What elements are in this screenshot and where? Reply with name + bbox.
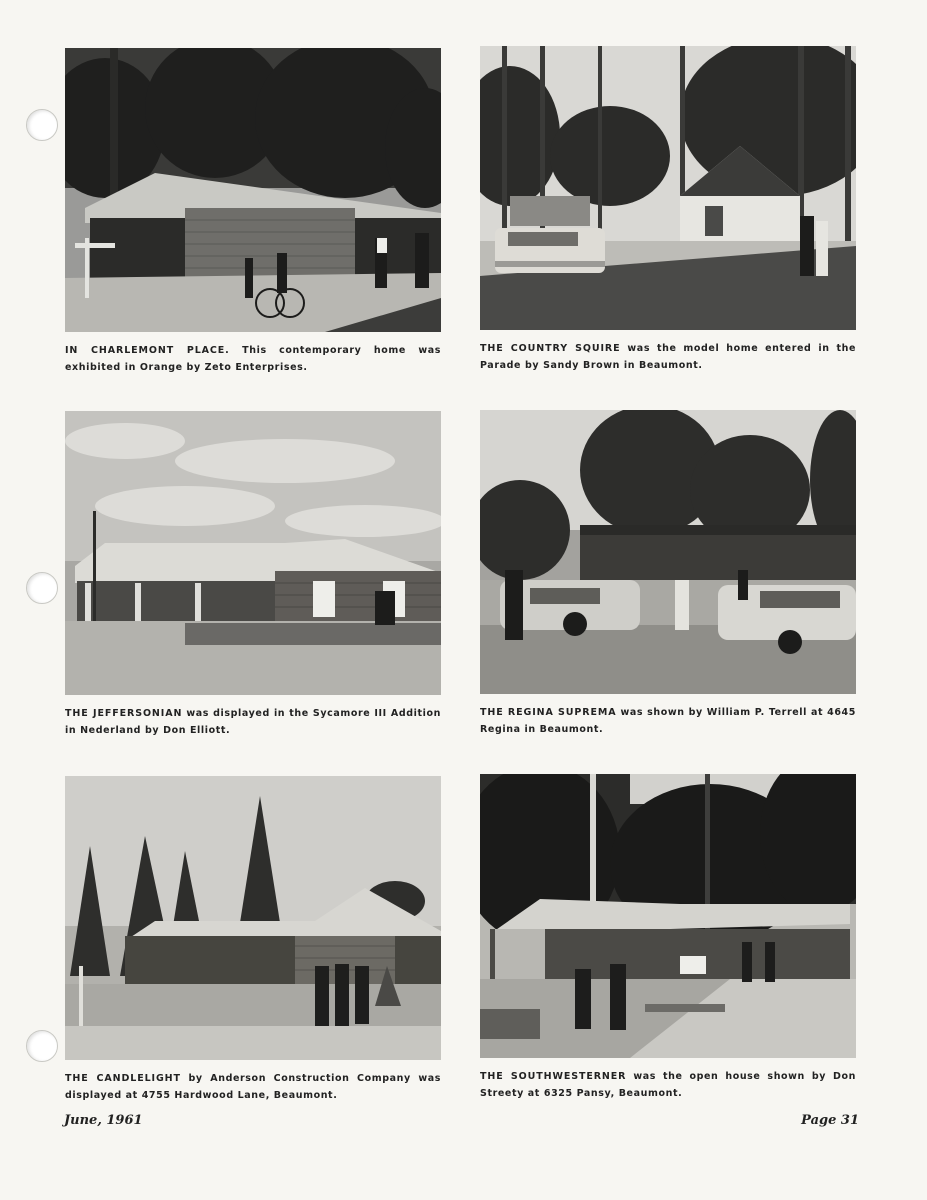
figure-regina-suprema <box>480 410 856 738</box>
caption-charlemont-place <box>65 342 441 376</box>
photo-charlemont-place <box>65 48 441 332</box>
caption-text: by Anderson Construction Company was displayed at 4755 Hardwood Lane, Beaumont. <box>65 1073 442 1101</box>
figure-southwesterner <box>480 774 856 1102</box>
caption-jeffersonian <box>65 705 441 739</box>
photo-regina-suprema <box>480 410 856 694</box>
caption-text: was the model home entered in the Parade by Sandy Brown in Beaumont. <box>480 343 856 371</box>
caption-southwesterner <box>480 1068 856 1102</box>
caption-candlelight <box>65 1070 441 1104</box>
caption-lead: THE CANDLELIGHT <box>65 1073 181 1084</box>
caption-country-squire <box>480 340 856 374</box>
photo-country-squire <box>480 46 856 330</box>
caption-text: was displayed in the Sycamore III Addition in Nederland by Don Elliott. <box>65 708 441 736</box>
caption-lead: THE JEFFERSONIAN <box>65 708 183 719</box>
figure-jeffersonian <box>65 411 441 739</box>
figure-candlelight <box>65 776 441 1104</box>
punch-hole-bottom <box>26 1030 58 1062</box>
punch-hole-top <box>26 109 58 141</box>
caption-text: This contemporary home was exhibited in Orange by Zeto Enterprises. <box>65 345 441 373</box>
photo-jeffersonian <box>65 411 441 695</box>
photo-southwesterner <box>480 774 856 1058</box>
caption-lead: THE COUNTRY SQUIRE <box>480 343 621 354</box>
caption-regina-suprema <box>480 704 856 738</box>
caption-text: was shown by William P. Terrell at 4645 Regina in Beaumont. <box>480 707 856 735</box>
page-number: Page 31 <box>801 1113 859 1128</box>
caption-text: was the open house shown by Don Streety at 6325 Pansy, Beaumont. <box>480 1071 856 1099</box>
punch-hole-middle <box>26 572 58 604</box>
caption-lead: THE REGINA SUPREMA <box>480 707 617 718</box>
caption-lead: IN CHARLEMONT PLACE. <box>65 345 230 356</box>
figure-charlemont-place <box>65 48 441 376</box>
photo-candlelight <box>65 776 441 1060</box>
figure-country-squire <box>480 46 856 374</box>
caption-lead: THE SOUTHWESTERNER <box>480 1071 627 1082</box>
footer-date: June, 1961 <box>64 1113 143 1128</box>
